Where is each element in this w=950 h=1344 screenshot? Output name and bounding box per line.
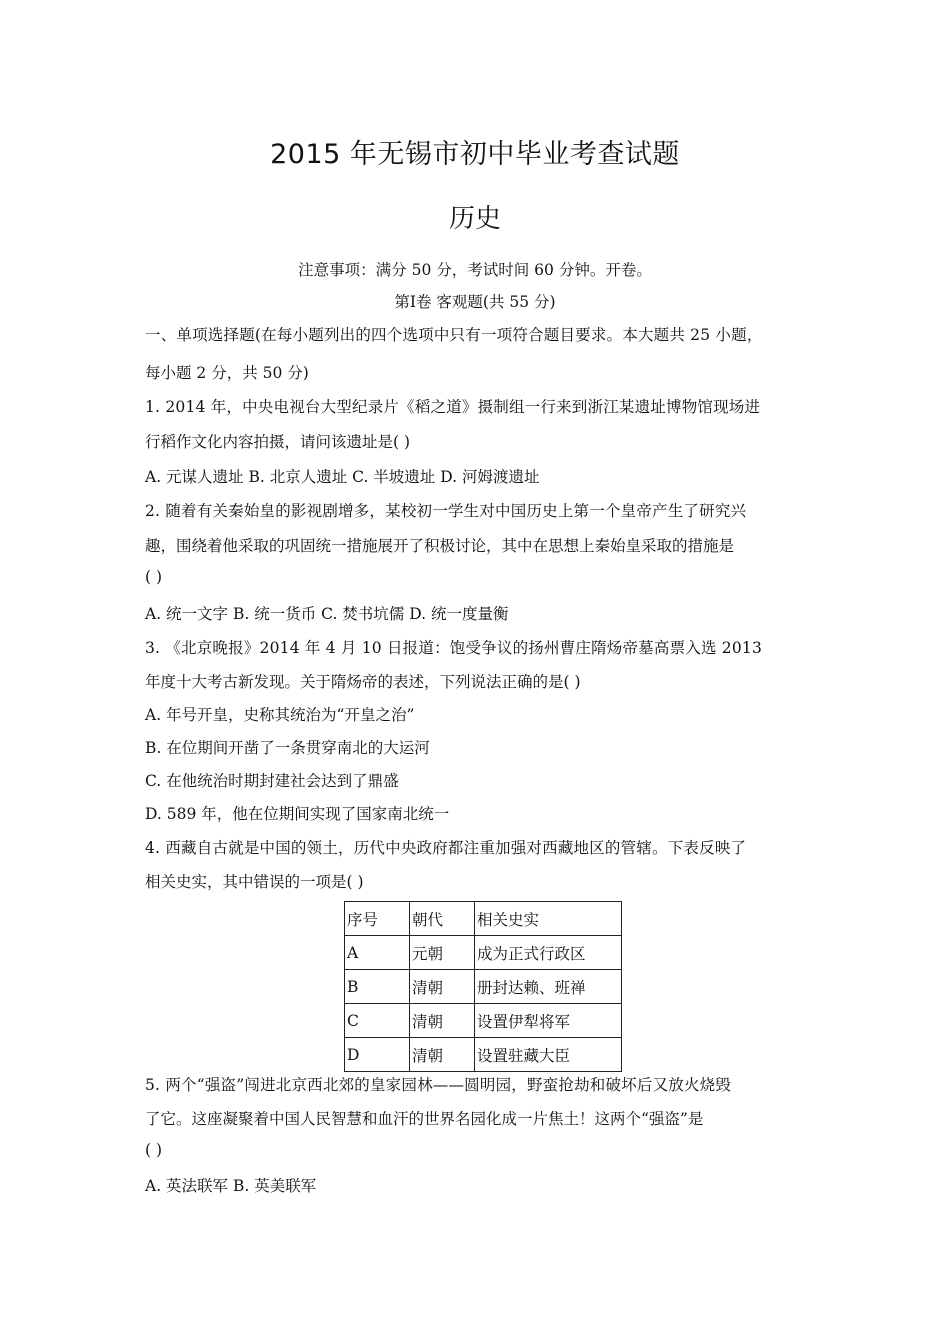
- q2-line-1: 2. 随着有关秦始皇的影视剧增多，某校初一学生对中国历史上第一个皇帝产生了研究兴: [145, 502, 747, 520]
- instructions-line-1: 一、单项选择题(在每小题列出的四个选项中只有一项符合题目要求。本大题共 25 小题，: [145, 326, 763, 344]
- table-row: [345, 970, 622, 1004]
- exam-title: 2015 年无锡市初中毕业考查试题: [270, 139, 680, 170]
- q3-line-2: 年度十大考古新发现。关于隋炀帝的表述，下列说法正确的是( ): [145, 673, 581, 691]
- table-cell: 册封达赖、班禅: [475, 970, 622, 1004]
- q3-line-1: 3. 《北京晚报》2014 年 4 月 10 日报道：饱受争议的扬州曹庄隋炀帝墓高票入选 2013: [145, 639, 763, 657]
- q4-line-2: 相关史实，其中错误的一项是( ): [145, 873, 364, 891]
- table-header-cell: 相关史实: [475, 902, 622, 936]
- q5-options: A. 英法联军 B. 英美联军: [145, 1177, 317, 1195]
- q2-line-3: ( ): [145, 568, 163, 586]
- q1-options: A. 元谋人遗址 B. 北京人遗址 C. 半坡遗址 D. 河姆渡遗址: [145, 468, 540, 486]
- q2-options: A. 统一文字 B. 统一货币 C. 焚书坑儒 D. 统一度量衡: [145, 605, 509, 623]
- table-cell: 成为正式行政区: [475, 936, 622, 970]
- table-cell: 元朝: [410, 936, 475, 970]
- table-cell: C: [345, 1004, 410, 1038]
- q1-line-1: 1. 2014 年，中央电视台大型纪录片《稻之道》摄制组一行来到浙江某遗址博物馆现场进: [145, 398, 761, 416]
- q4-line-1: 4. 西藏自古就是中国的领土，历代中央政府都注重加强对西藏地区的管辖。下表反映了: [145, 839, 747, 857]
- q3-option-a: A. 年号开皇，史称其统治为“开皇之治”: [145, 706, 415, 724]
- table-cell: A: [345, 936, 410, 970]
- notice: 注意事项：满分 50 分，考试时间 60 分钟。开卷。: [298, 261, 652, 279]
- q5-line-3: ( ): [145, 1141, 163, 1159]
- q3-option-d: D. 589 年，他在位期间实现了国家南北统一: [145, 805, 450, 823]
- q5-line-1: 5. 两个“强盗”闯进北京西北郊的皇家园林——圆明园，野蛮抢劫和破坏后又放火烧毁: [145, 1076, 732, 1094]
- table-cell: 清朝: [410, 1004, 475, 1038]
- table-header-row: [345, 902, 622, 936]
- table-cell: 设置伊犁将军: [475, 1004, 622, 1038]
- q5-line-2: 了它。这座凝聚着中国人民智慧和血汗的世界名园化成一片焦土！这两个“强盗”是: [145, 1110, 704, 1128]
- q3-option-b: B. 在位期间开凿了一条贯穿南北的大运河: [145, 739, 430, 757]
- table-header-cell: 朝代: [410, 902, 475, 936]
- q4-table: [344, 901, 622, 1072]
- q3-option-c: C. 在他统治时期封建社会达到了鼎盛: [145, 772, 399, 790]
- instructions-line-2: 每小题 2 分，共 50 分): [145, 364, 309, 382]
- q2-line-2: 趣，围绕着他采取的巩固统一措施展开了积极讨论，其中在思想上秦始皇采取的措施是: [145, 537, 735, 555]
- table-header-cell: 序号: [345, 902, 410, 936]
- q1-line-2: 行稻作文化内容拍摄，请问该遗址是( ): [145, 433, 411, 451]
- table-row: [345, 1004, 622, 1038]
- subject-title: 历史: [448, 204, 501, 234]
- section-heading: 第Ⅰ卷 客观题(共 55 分): [394, 293, 556, 311]
- table-cell: B: [345, 970, 410, 1004]
- table-row: [345, 1038, 622, 1072]
- table-row: [345, 936, 622, 970]
- table-cell: 清朝: [410, 1038, 475, 1072]
- table-cell: D: [345, 1038, 410, 1072]
- table-cell: 清朝: [410, 970, 475, 1004]
- table-cell: 设置驻藏大臣: [475, 1038, 622, 1072]
